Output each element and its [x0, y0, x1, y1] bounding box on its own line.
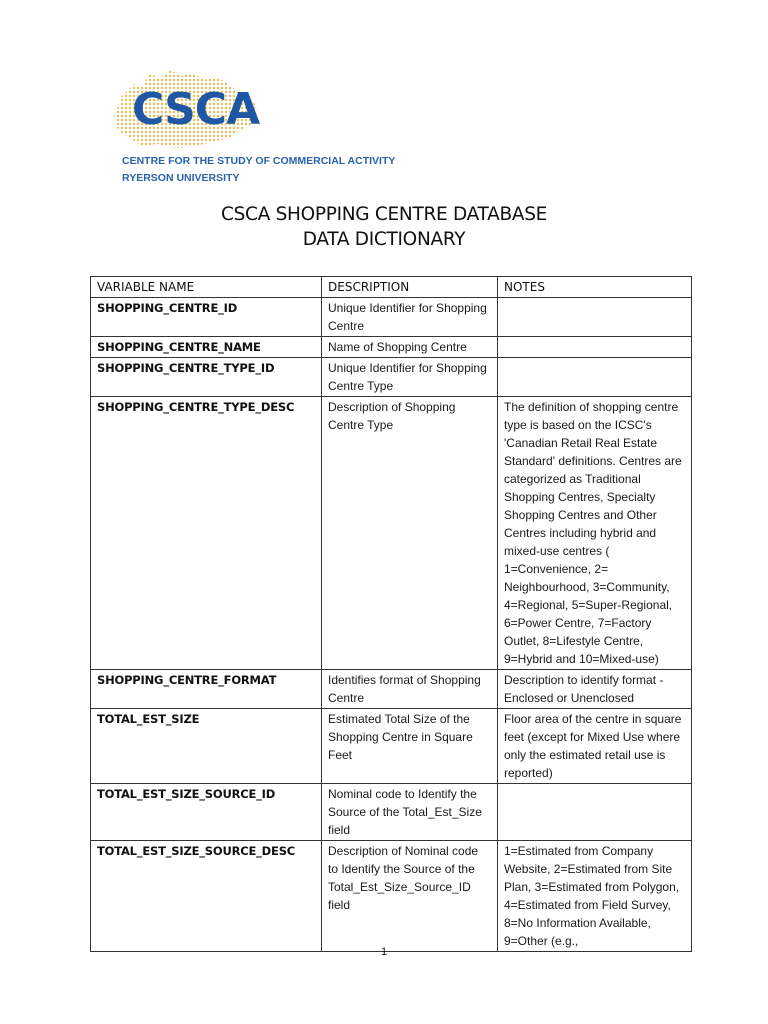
logo-text: CSCA — [132, 84, 260, 135]
description-cell: Estimated Total Size of the Shopping Centre in Square Feet — [322, 709, 498, 784]
org-line-1: CENTRE FOR THE STUDY OF COMMERCIAL ACTIVITY — [122, 155, 396, 167]
notes-cell: The definition of shopping centre type is based on the ICSC's 'Canadian Retail Real Estate Standard' definitions. Centres are categorized as Traditional Shopping Centres, Specialty Shopping Centres and Other Centres including hybrid and mixed-use centres ( 1=Convenience, 2= Neighbourhood, 3=Community, 4=Regional, 5=Super-Regional, 6=Power Centre, 7=Factory Outlet, 8=Lifestyle Centre, 9=Hybrid and 10=Mixed-use) — [498, 397, 692, 670]
organization-name — [122, 153, 395, 187]
description-cell: Description of Nominal code to Identify the Source of the Total_Est_Size_Source_ID field — [322, 841, 498, 952]
description-cell: Identifies format of Shopping Centre — [322, 670, 498, 709]
org-line-2: RYERSON UNIVERSITY — [122, 172, 240, 184]
notes-cell: Description to identify format - Enclosed or Unenclosed — [498, 670, 692, 709]
notes-cell — [498, 784, 692, 841]
table-row — [91, 397, 692, 670]
description-cell: Nominal code to Identify the Source of the Total_Est_Size field — [322, 784, 498, 841]
data-dictionary-table — [90, 276, 692, 952]
variable-name-cell: SHOPPING_CENTRE_FORMAT — [91, 670, 322, 709]
table-row — [91, 298, 692, 337]
table-header-row — [91, 277, 692, 298]
title-line-1: CSCA SHOPPING CENTRE DATABASE — [220, 204, 548, 225]
table-row — [91, 670, 692, 709]
table-row — [91, 337, 692, 358]
variable-name-cell: TOTAL_EST_SIZE — [91, 709, 322, 784]
variable-name-cell: SHOPPING_CENTRE_ID — [91, 298, 322, 337]
title-line-2: DATA DICTIONARY — [302, 229, 466, 250]
header-variable-name: VARIABLE NAME — [91, 277, 322, 298]
notes-cell: 1=Estimated from Company Website, 2=Estimated from Site Plan, 3=Estimated from Polygon, 4=Estimated from Field Survey, 8=No Information Available, 9=Other (e.g., — [498, 841, 692, 952]
variable-name-cell: TOTAL_EST_SIZE_SOURCE_ID — [91, 784, 322, 841]
variable-name-cell: SHOPPING_CENTRE_TYPE_DESC — [91, 397, 322, 670]
document-title — [0, 202, 768, 252]
description-cell: Name of Shopping Centre — [322, 337, 498, 358]
variable-name-cell: TOTAL_EST_SIZE_SOURCE_DESC — [91, 841, 322, 952]
page-number: 1 — [380, 946, 388, 958]
csca-logo — [112, 66, 262, 152]
notes-cell — [498, 358, 692, 397]
table-row — [91, 841, 692, 952]
description-cell: Unique Identifier for Shopping Centre Type — [322, 358, 498, 397]
header-description: DESCRIPTION — [322, 277, 498, 298]
table-row — [91, 358, 692, 397]
header-notes: NOTES — [498, 277, 692, 298]
description-cell: Unique Identifier for Shopping Centre — [322, 298, 498, 337]
table-row — [91, 784, 692, 841]
notes-cell: Floor area of the centre in square feet (except for Mixed Use where only the estimated retail use is reported) — [498, 709, 692, 784]
notes-cell — [498, 298, 692, 337]
variable-name-cell: SHOPPING_CENTRE_NAME — [91, 337, 322, 358]
variable-name-cell: SHOPPING_CENTRE_TYPE_ID — [91, 358, 322, 397]
notes-cell — [498, 337, 692, 358]
description-cell: Description of Shopping Centre Type — [322, 397, 498, 670]
table-row — [91, 709, 692, 784]
